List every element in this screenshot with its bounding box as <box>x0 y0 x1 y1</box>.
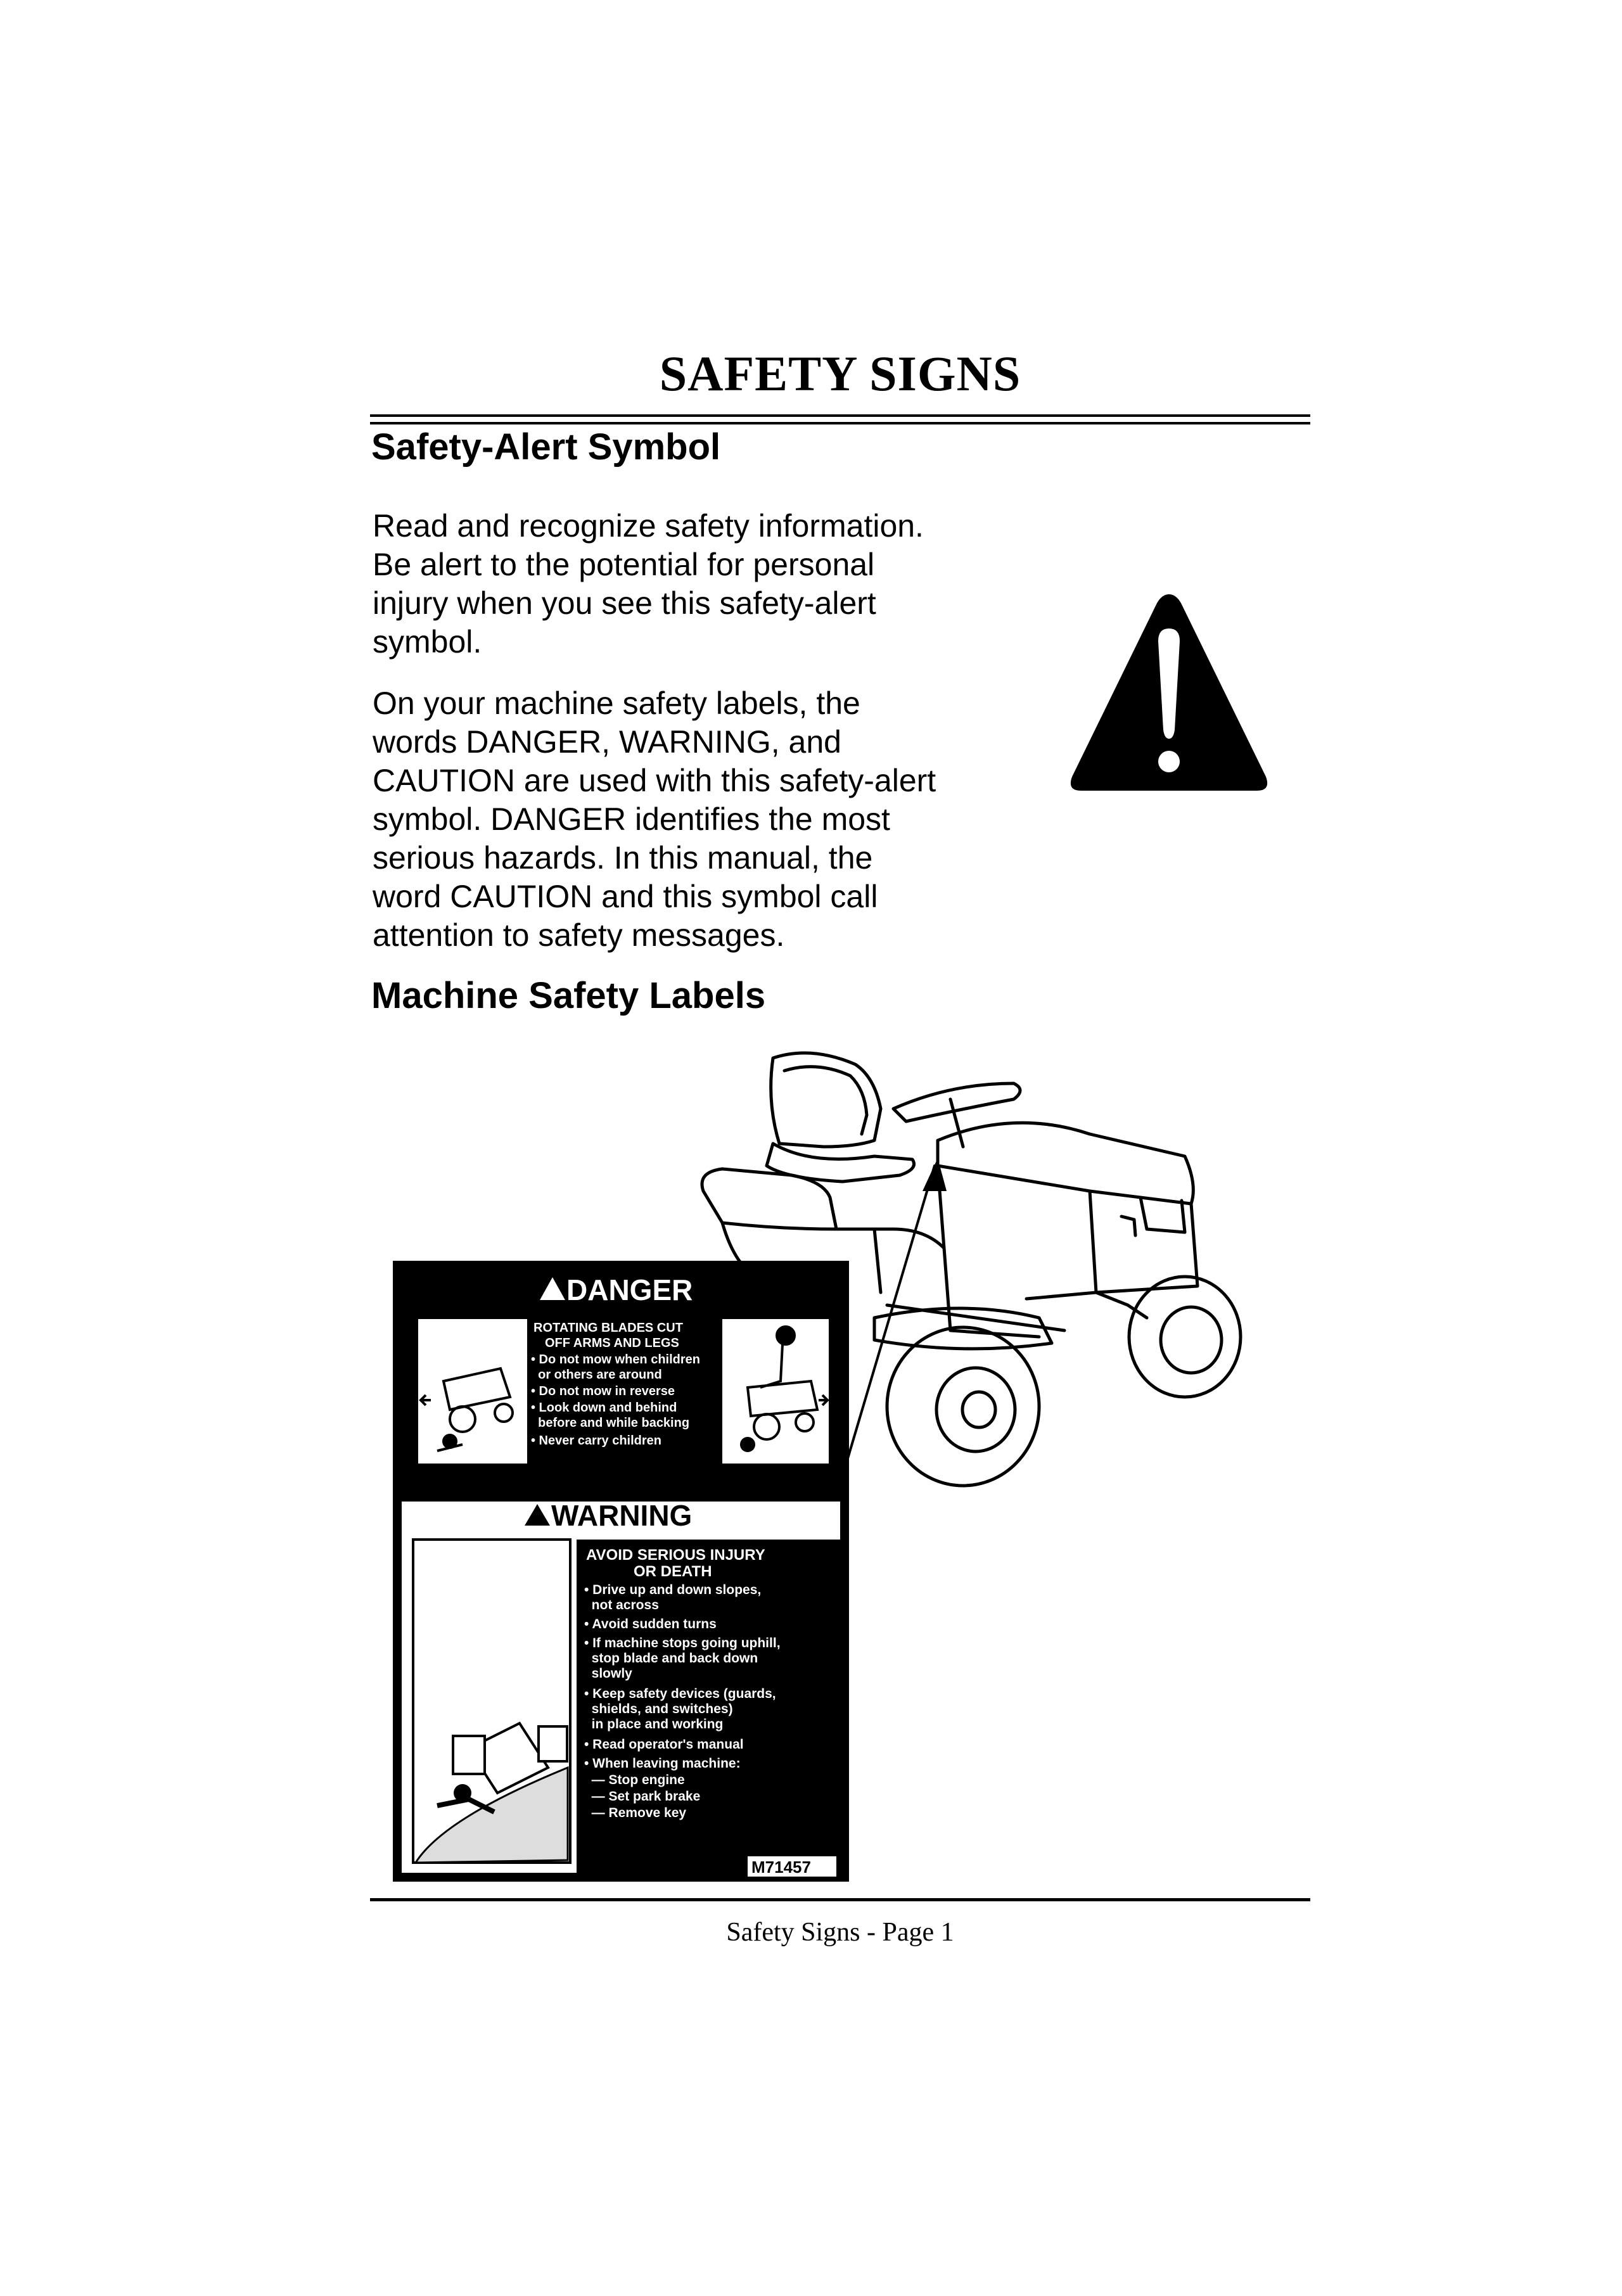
paragraph-signal-words <box>373 684 1006 955</box>
danger-line: • Do not mow in reverse <box>531 1384 675 1398</box>
warning-line: slowly <box>584 1666 632 1681</box>
warning-line: • When leaving machine: <box>584 1756 741 1771</box>
safety-alert-symbol <box>1064 589 1274 798</box>
decal-code: M71457 <box>751 1858 811 1877</box>
section-heading-safety-alert: Safety-Alert Symbol <box>371 426 721 468</box>
footer-rule <box>370 1898 1310 1901</box>
text-line: serious hazards. In this manual, the <box>373 840 873 876</box>
text-line: word CAUTION and this symbol call <box>373 879 878 914</box>
danger-picture-reverse <box>418 1319 527 1464</box>
warning-line: • Keep safety devices (guards, <box>584 1687 776 1701</box>
danger-line: • Look down and behind <box>531 1401 677 1415</box>
warning-line: stop blade and back down <box>584 1651 758 1666</box>
warning-line: AVOID SERIOUS INJURY <box>586 1547 765 1564</box>
danger-line: ROTATING BLADES CUT <box>533 1321 683 1335</box>
danger-title: DANGER <box>566 1273 693 1306</box>
warning-line: — Remove key <box>584 1806 687 1820</box>
text-line: symbol. <box>373 624 482 660</box>
danger-line: • Never carry children <box>531 1434 661 1448</box>
title-double-rule <box>370 414 1310 424</box>
danger-line: • Do not mow when children <box>531 1353 701 1367</box>
warning-line: • Read operator's manual <box>584 1737 744 1752</box>
warning-line: OR DEATH <box>634 1563 712 1580</box>
section-heading-machine-labels: Machine Safety Labels <box>371 975 766 1016</box>
safety-decal-label <box>393 1261 849 1882</box>
danger-line: before and while backing <box>531 1416 690 1430</box>
warning-line: • Drive up and down slopes, <box>584 1583 762 1597</box>
text-line: symbol. DANGER identifies the most <box>373 801 890 837</box>
warning-line: in place and working <box>584 1717 724 1732</box>
danger-line: OFF ARMS AND LEGS <box>545 1336 679 1350</box>
text-line: Be alert to the potential for personal <box>373 547 875 582</box>
warning-line: shields, and switches) <box>584 1702 733 1716</box>
warning-line: not across <box>584 1598 659 1612</box>
warning-triangle-icon <box>1064 589 1274 798</box>
text-line: Read and recognize safety information. <box>373 508 924 544</box>
warning-line: — Set park brake <box>584 1789 701 1804</box>
text-line: CAUTION are used with this safety-alert <box>373 763 936 798</box>
warning-title: WARNING <box>551 1499 693 1532</box>
warning-line: — Stop engine <box>584 1773 685 1787</box>
warning-line: • Avoid sudden turns <box>584 1617 717 1631</box>
text-line: words DANGER, WARNING, and <box>373 724 841 760</box>
warning-line: • If machine stops going uphill, <box>584 1636 781 1650</box>
danger-line: or others are around <box>531 1368 662 1382</box>
paragraph-recognize-safety <box>373 507 1006 661</box>
text-line: attention to safety messages. <box>373 917 785 953</box>
page-title: SAFETY SIGNS <box>659 346 1021 401</box>
danger-text <box>531 1321 700 1448</box>
text-line: On your machine safety labels, the <box>373 686 860 721</box>
text-line: injury when you see this safety-alert <box>373 585 876 621</box>
page-footer: Safety Signs - Page 1 <box>726 1918 954 1947</box>
